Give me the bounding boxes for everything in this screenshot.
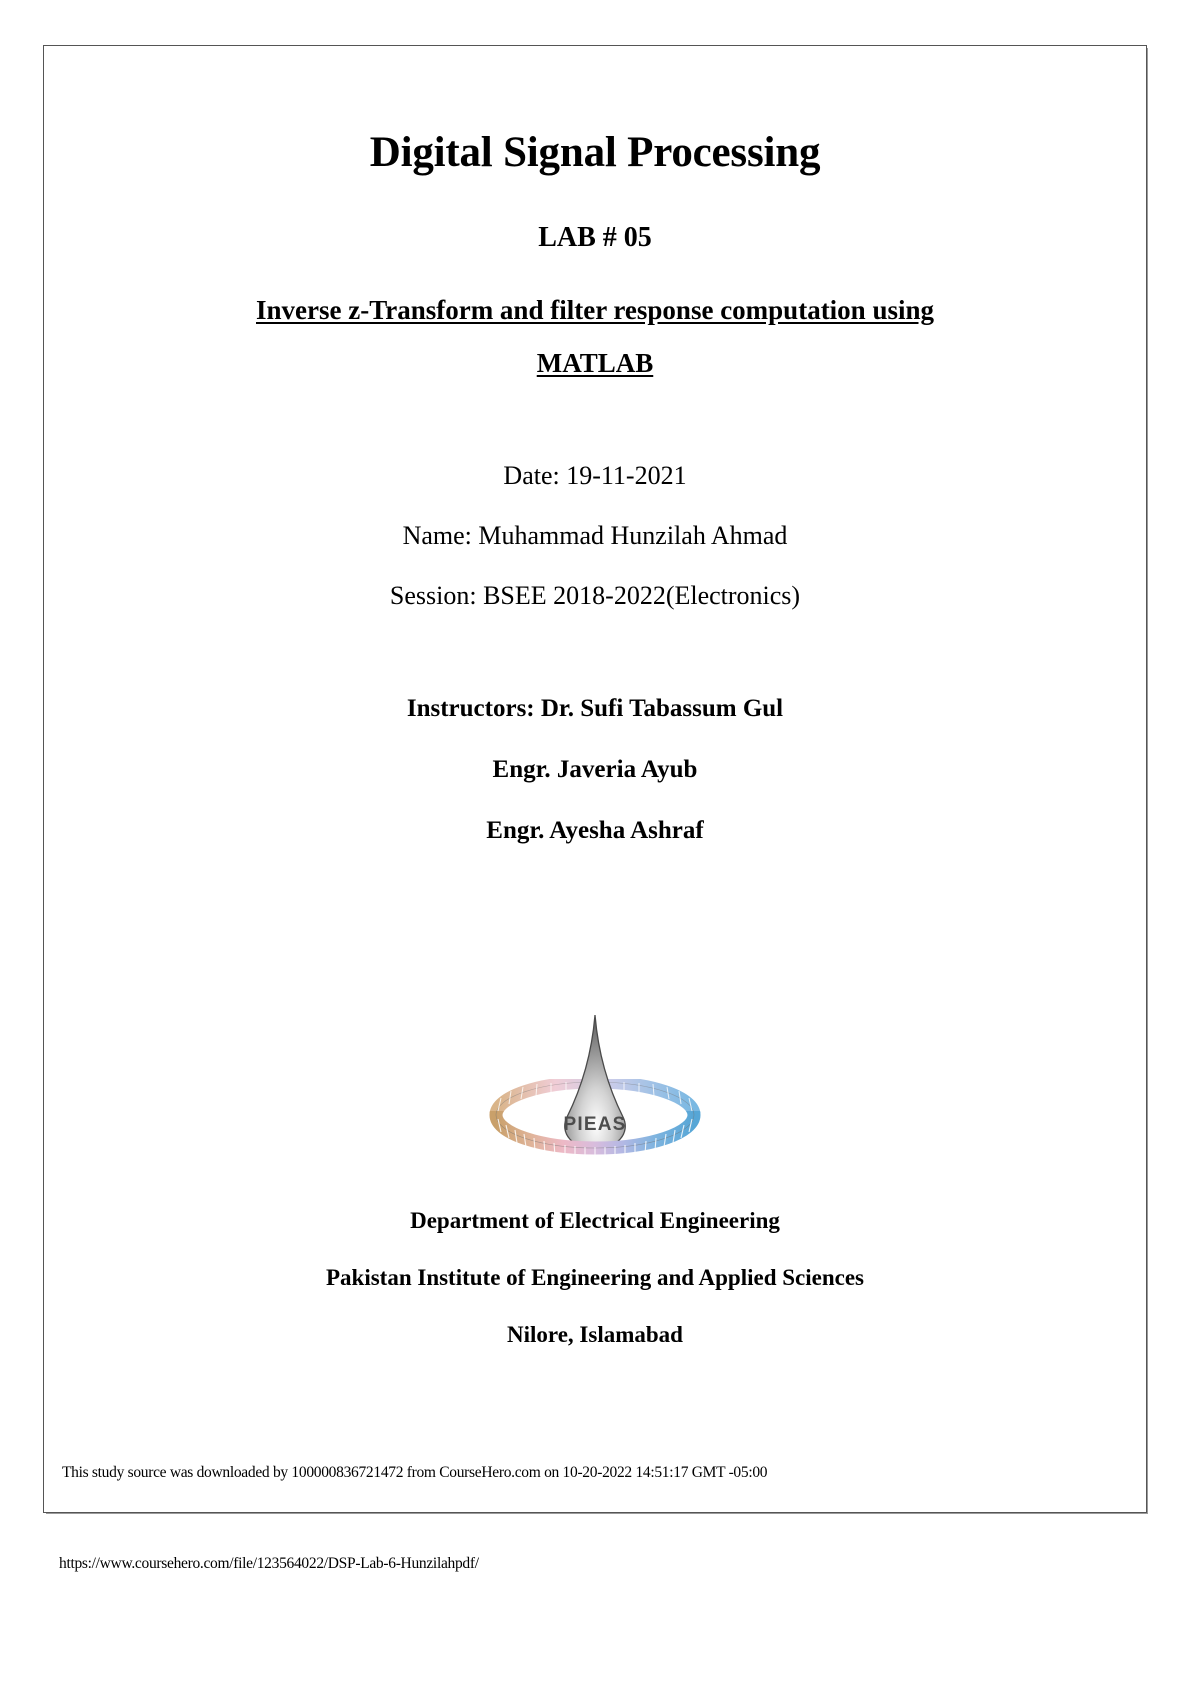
download-notice: This study source was downloaded by 100000836721472 from CourseHero.com on 10-20-2022 14:51:17 GMT -05:00 xyxy=(62,1464,768,1481)
session-line: Session: BSEE 2018-2022(Electronics) xyxy=(389,581,801,611)
department-line: Department of Electrical Engineering xyxy=(410,1208,780,1234)
student-name-line: Name: Muhammad Hunzilah Ahmad xyxy=(402,521,788,551)
page-frame xyxy=(43,45,1147,1513)
logo-wordmark: PIEAS xyxy=(563,1114,627,1136)
lab-topic-line-1: Inverse z-Transform and filter response computation using xyxy=(256,295,934,326)
location-line: Nilore, Islamabad xyxy=(507,1322,683,1348)
date-line: Date: 19-11-2021 xyxy=(503,461,687,491)
lab-topic-heading xyxy=(44,254,1146,389)
institute-line: Pakistan Institute of Engineering and Applied Sciences xyxy=(325,1265,865,1291)
instructor-line-2: Engr. Javeria Ayub xyxy=(492,756,698,784)
lab-number-heading: LAB # 05 xyxy=(538,222,652,254)
page-title: Digital Signal Processing xyxy=(369,129,821,176)
affiliation-block xyxy=(44,1179,1146,1380)
meta-block xyxy=(44,389,1146,643)
instructor-line-1: Instructors: Dr. Sufi Tabassum Gul xyxy=(406,695,784,723)
page-content xyxy=(44,46,1146,1512)
lab-topic-line-2: MATLAB xyxy=(536,347,654,378)
source-url: https://www.coursehero.com/file/123564022/DSP-Lab-6-Hunzilahpdf/ xyxy=(59,1555,479,1572)
instructors-block xyxy=(44,643,1146,879)
instructor-line-3: Engr. Ayesha Ashraf xyxy=(486,817,704,845)
pieas-logo xyxy=(465,879,725,1179)
